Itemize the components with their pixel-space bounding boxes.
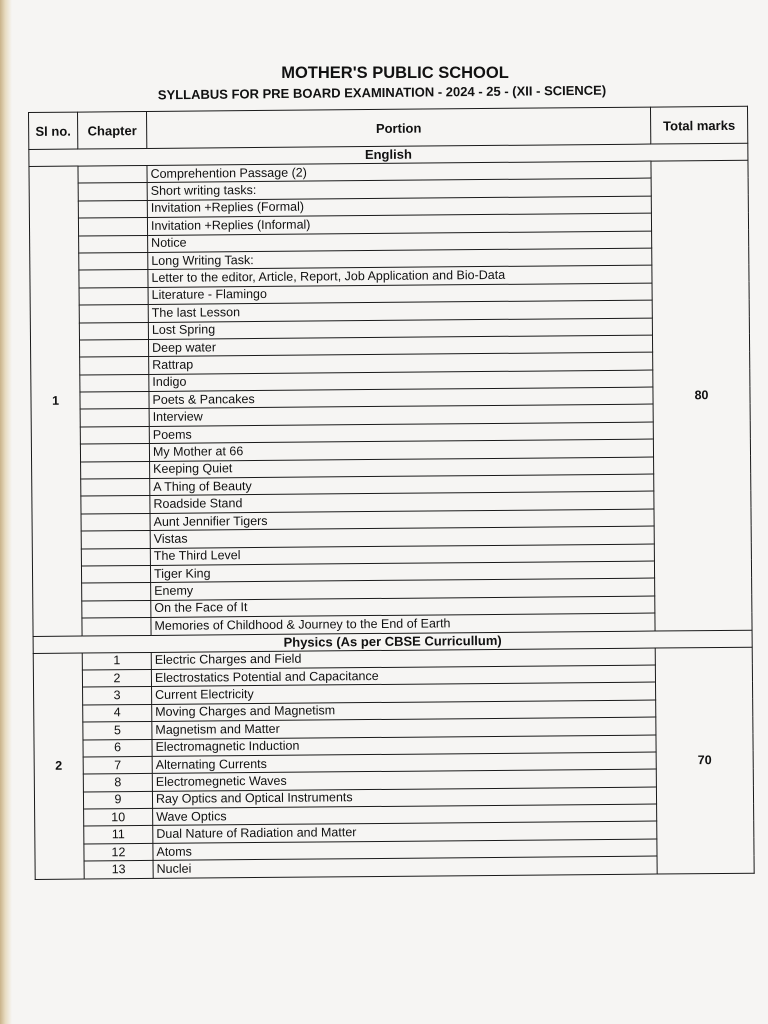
portion-cell: Interview <box>149 405 653 427</box>
chapter-cell <box>79 252 148 270</box>
portion-cell: Moving Charges and Magnetism <box>152 700 656 722</box>
chapter-cell <box>81 461 150 479</box>
chapter-cell: 8 <box>83 774 152 792</box>
portion-cell: Rattrap <box>149 352 653 374</box>
chapter-cell: 5 <box>83 722 152 740</box>
portion-cell: Wave Optics <box>153 804 657 826</box>
total-marks-cell: 80 <box>651 160 752 630</box>
portion-cell: Dual Nature of Radiation and Matter <box>153 821 657 843</box>
portion-cell: Atoms <box>153 839 657 861</box>
chapter-cell <box>79 287 148 305</box>
portion-cell: Electromagnetic Induction <box>152 735 656 757</box>
portion-cell: Alternating Currents <box>152 752 656 774</box>
portion-cell: Electric Charges and Field <box>151 648 655 670</box>
portion-cell: Enemy <box>151 578 655 600</box>
portion-cell: On the Face of It <box>151 596 655 618</box>
chapter-cell: 10 <box>84 809 153 827</box>
column-header-sl-no: Sl no. <box>29 112 78 149</box>
portion-cell: Invitation +Replies (Formal) <box>147 196 651 218</box>
portion-cell: Current Electricity <box>152 682 656 704</box>
portion-cell: Comprehention Passage (2) <box>147 161 651 183</box>
paper-edge <box>0 0 12 1024</box>
portion-cell: Ray Optics and Optical Instruments <box>152 787 656 809</box>
portion-cell: A Thing of Beauty <box>150 474 654 496</box>
portion-cell: Indigo <box>149 370 653 392</box>
chapter-cell: 2 <box>82 669 151 687</box>
chapter-cell <box>80 374 149 392</box>
portion-cell: Vistas <box>150 526 654 548</box>
chapter-cell <box>78 200 147 218</box>
chapter-cell: 3 <box>83 687 152 705</box>
chapter-cell <box>78 218 147 236</box>
chapter-cell <box>81 531 150 549</box>
portion-cell: Electrostatics Potential and Capacitance <box>151 665 655 687</box>
portion-cell: Literature - Flamingo <box>148 283 652 305</box>
portion-cell: Memories of Childhood & Journey to the End of Earth <box>151 613 655 635</box>
table-header-row <box>29 106 748 149</box>
portion-cell: Long Writing Task: <box>148 248 652 270</box>
portion-cell: Short writing tasks: <box>147 178 651 200</box>
chapter-cell: 11 <box>84 826 153 844</box>
chapter-cell <box>82 600 151 618</box>
column-header-chapter: Chapter <box>78 111 147 149</box>
chapter-cell <box>81 565 150 583</box>
chapter-cell <box>81 478 150 496</box>
portion-cell: Magnetism and Matter <box>152 717 656 739</box>
chapter-cell: 9 <box>83 791 152 809</box>
portion-cell: Lost Spring <box>148 318 652 340</box>
portion-cell: Aunt Jennifier Tigers <box>150 509 654 531</box>
portion-cell: Nuclei <box>153 856 657 878</box>
chapter-cell: 6 <box>83 739 152 757</box>
chapter-cell <box>80 444 149 462</box>
column-header-total-marks: Total marks <box>650 106 747 144</box>
portion-cell: Roadside Stand <box>150 491 654 513</box>
school-name: MOTHER'S PUBLIC SCHOOL <box>281 64 509 82</box>
portion-cell: My Mother at 66 <box>149 439 653 461</box>
syllabus-title: SYLLABUS FOR PRE BOARD EXAMINATION - 2024 - 25 - (XII - SCIENCE) <box>157 82 607 103</box>
chapter-cell: 4 <box>83 704 152 722</box>
chapter-cell <box>81 513 150 531</box>
portion-cell: Deep water <box>148 335 652 357</box>
chapter-cell <box>82 618 151 636</box>
syllabus-body <box>29 143 754 879</box>
portion-cell: The last Lesson <box>148 300 652 322</box>
chapter-cell <box>81 496 150 514</box>
chapter-cell <box>78 165 147 183</box>
portion-cell: Tiger King <box>150 561 654 583</box>
chapter-cell: 12 <box>84 843 153 861</box>
chapter-cell <box>80 409 149 427</box>
portion-cell: Electromegnetic Waves <box>152 769 656 791</box>
syllabus-table <box>28 106 755 880</box>
section-name: Physics (As per CBSE Curricullum) <box>33 630 752 653</box>
portion-cell: The Third Level <box>150 544 654 566</box>
chapter-cell <box>80 357 149 375</box>
total-marks-cell: 70 <box>655 647 754 874</box>
chapter-cell <box>79 270 148 288</box>
chapter-cell <box>80 426 149 444</box>
column-header-portion: Portion <box>146 107 650 148</box>
portion-cell: Poems <box>149 422 653 444</box>
portion-cell: Keeping Quiet <box>150 457 654 479</box>
sl-no-cell: 1 <box>29 166 82 636</box>
section-name: English <box>29 143 748 166</box>
chapter-cell <box>78 183 147 201</box>
chapter-cell <box>79 305 148 323</box>
chapter-cell <box>82 583 151 601</box>
sl-no-cell: 2 <box>33 653 84 879</box>
syllabus-sheet <box>28 62 752 877</box>
chapter-cell <box>80 392 149 410</box>
portion-cell: Poets & Pancakes <box>149 387 653 409</box>
portion-cell: Letter to the editor, Article, Report, Job Application and Bio-Data <box>148 265 652 287</box>
portion-cell: Invitation +Replies (Informal) <box>147 213 651 235</box>
chapter-cell <box>81 548 150 566</box>
chapter-cell: 7 <box>83 756 152 774</box>
chapter-cell <box>79 322 148 340</box>
portion-cell: Notice <box>148 231 652 253</box>
chapter-cell: 13 <box>84 861 153 879</box>
chapter-cell: 1 <box>82 652 151 670</box>
chapter-cell <box>79 339 148 357</box>
chapter-cell <box>79 235 148 253</box>
